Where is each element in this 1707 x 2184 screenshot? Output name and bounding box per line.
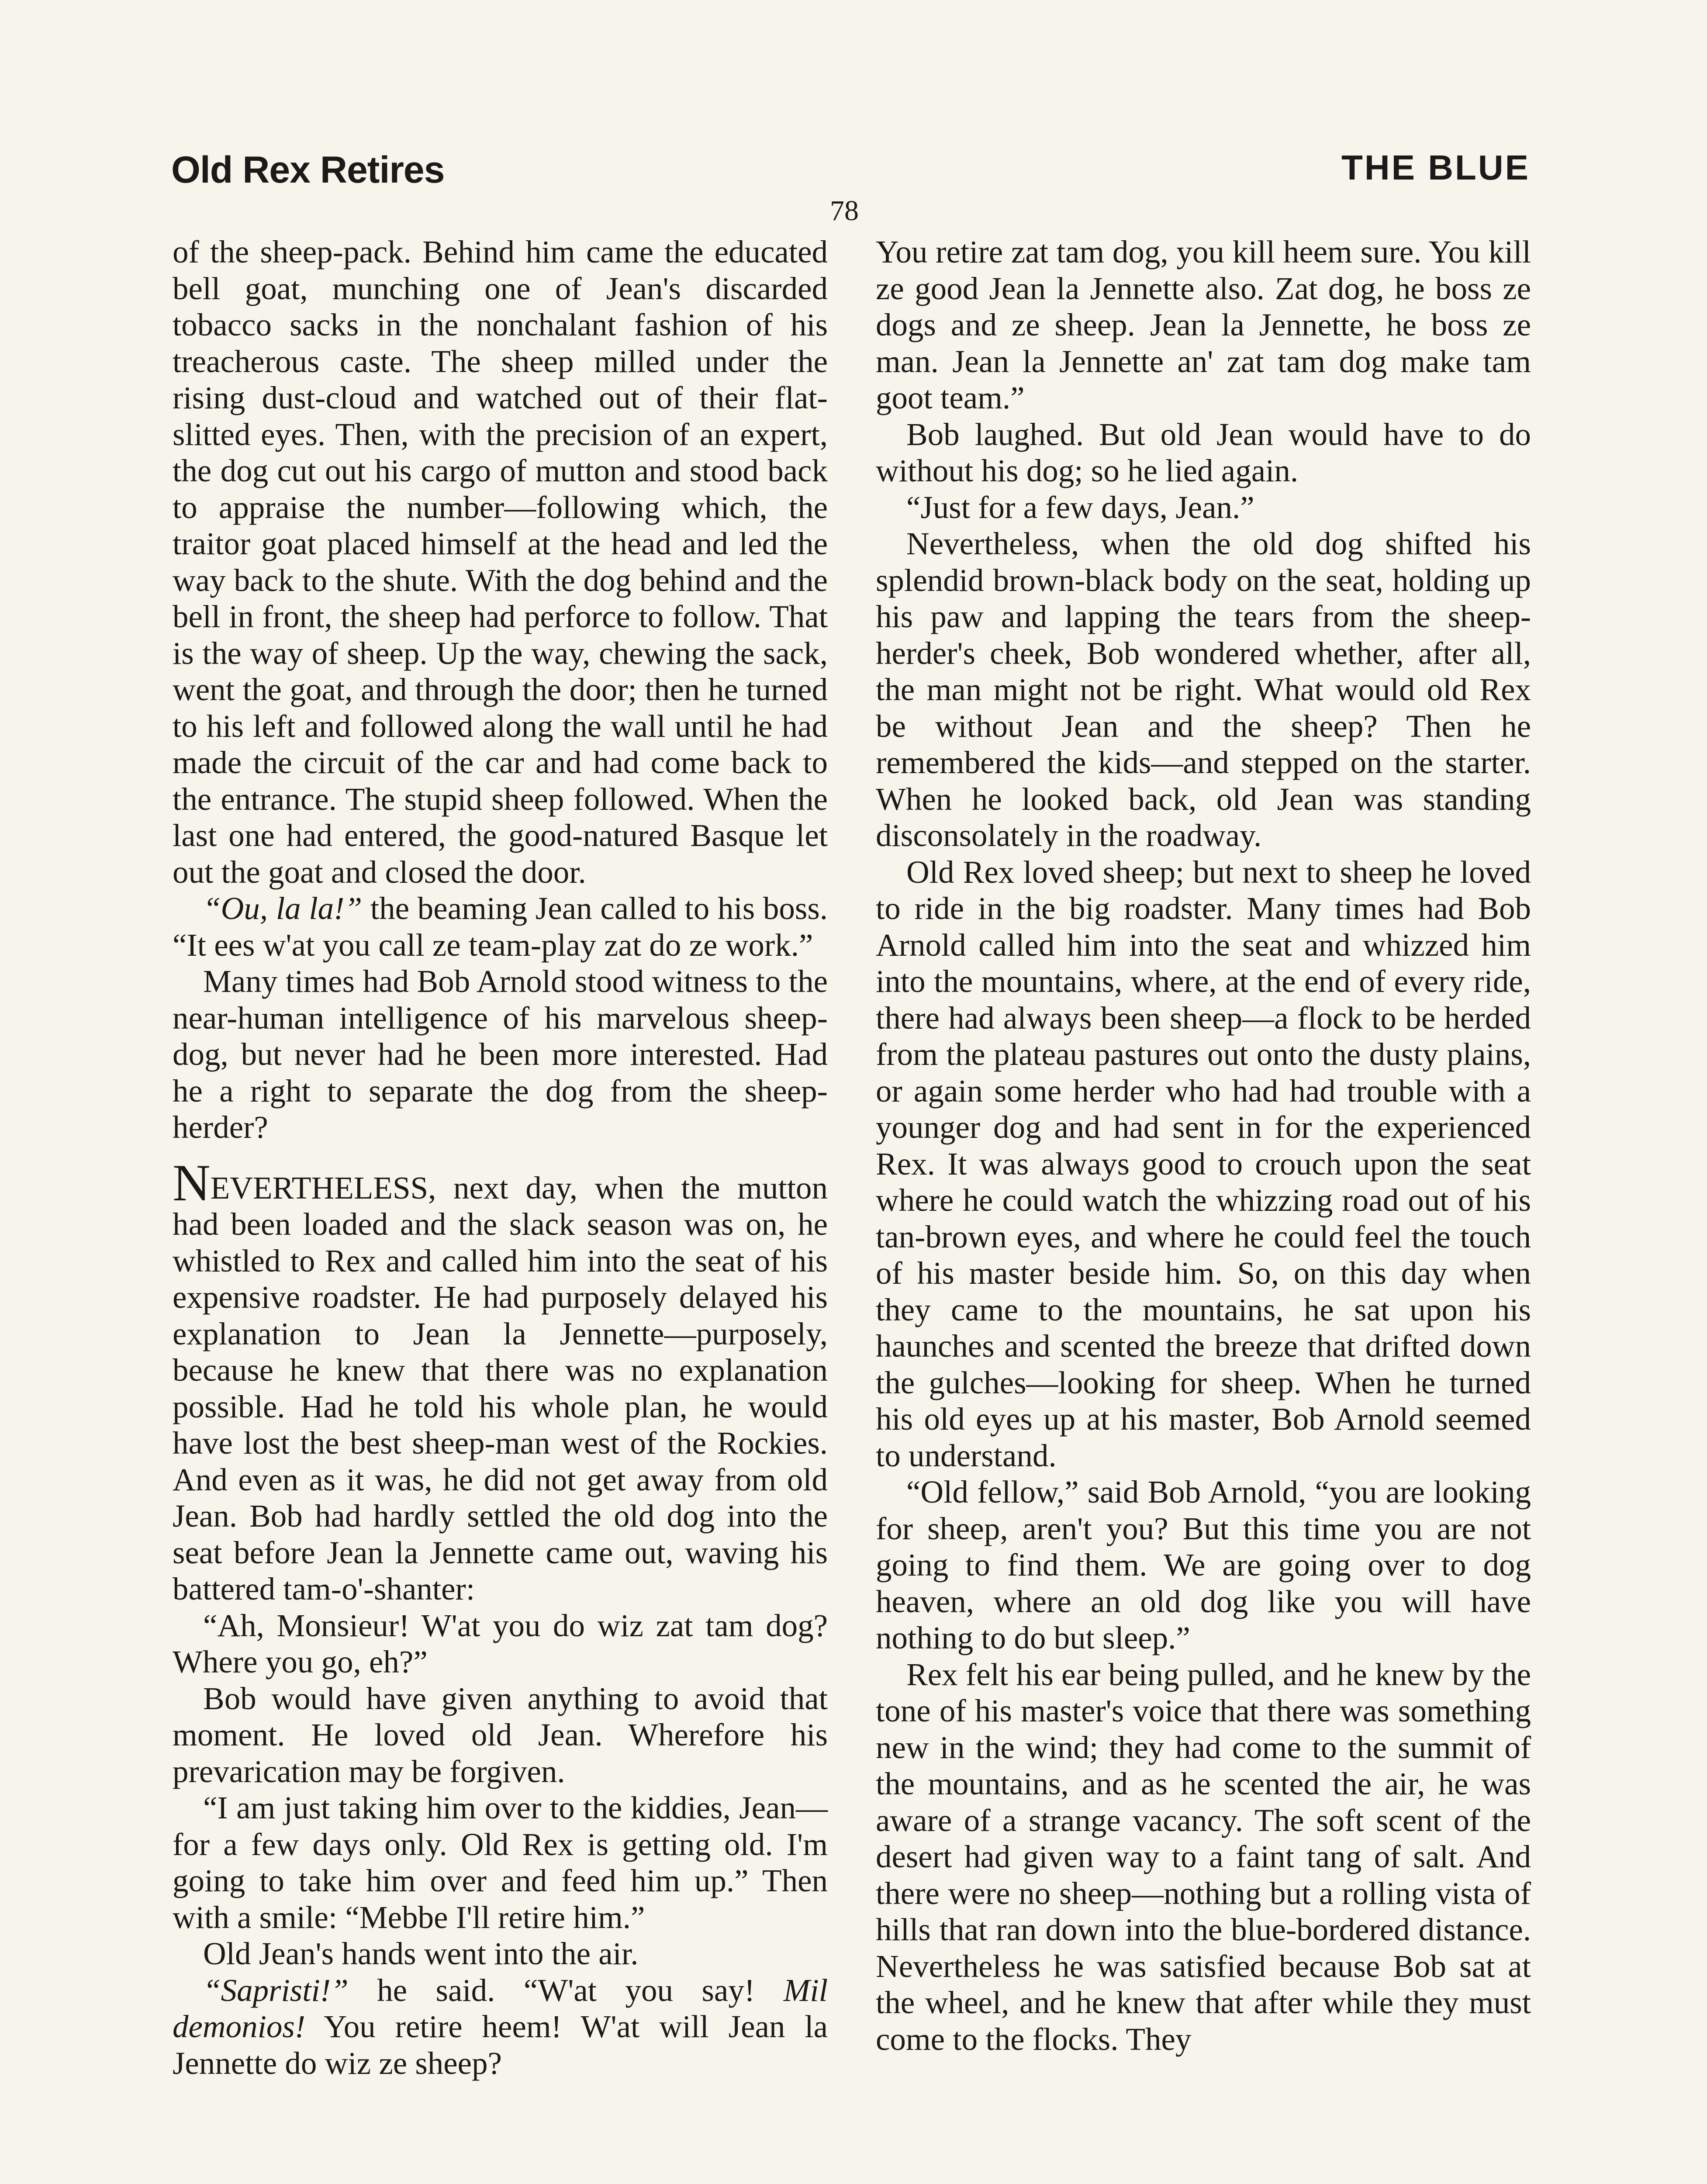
paragraph-text: the beaming Jean called to his boss. “It ees w'at you call ze team-play zat do ze work.” xyxy=(173,891,828,963)
story-title: Old Rex Retires xyxy=(171,149,445,191)
right-column xyxy=(876,234,1531,2057)
paragraph: “Just for a few days, Jean.” xyxy=(906,489,1254,525)
paragraph xyxy=(173,890,828,963)
drop-cap: N xyxy=(173,1153,211,1212)
paragraph: “Old fellow,” said Bob Arnold, “you are looking for sheep, aren't you? But this time you are not going to find them. We are going over to dog heaven, where an old dog like you will have nothing to do but sleep.” xyxy=(876,1474,1531,1655)
paragraph: Old Jean's hands went into the air. xyxy=(203,1936,639,1971)
magazine-title: THE BLUE xyxy=(1341,148,1530,187)
paragraph: of the sheep-pack. Behind him came the educated bell goat, munching one of Jean's discarded tobacco sacks in the nonchalant fashion of his treacherous caste. The sheep milled under the rising dust-cloud and watched out of their flat-slitted eyes. Then, with the precision of an expert, the dog cut out his cargo of mutton and stood back to appraise the number—following which, the traitor goat placed himself at the head and led the way back to the shute. With the dog behind and the bell in front, the sheep had perforce to follow. That is the way of sheep. Up the way, chewing the sack, went the goat, and through the door; then he turned to his left and followed along the wall until he had made the circuit of the car and had come back to the entrance. The stupid sheep followed. When the last one had entered, the good-natured Basque let out the goat and closed the door. xyxy=(173,234,828,890)
paragraph: “I am just taking him over to the kiddies, Jean—for a few days only. Old Rex is getting old. I'm going to take him over and feed him up.” Then with a smile: “Mebbe I'll retire him.” xyxy=(173,1790,828,1935)
italic-exclamation: “Ou, la la!” xyxy=(203,891,363,926)
paragraph: Rex felt his ear being pulled, and he knew by the tone of his master's voice that there was something new in the wind; they had come to the summit of the mountains, and as he scented the air, he was aware of a strange vacancy. The soft scent of the desert had given way to a faint tang of salt. And there were no sheep—nothing but a rolling vista of hills that ran down into the blue-bordered distance. Nevertheless he was satisfied because Bob sat at the wheel, and he knew that after while they must come to the flocks. They xyxy=(876,1656,1531,2057)
paragraph: Many times had Bob Arnold stood witness to the near-human intelligence of his marvelous sheep-dog, but never had he been more interested. Had he a right to separate the dog from the sheep-herder? xyxy=(173,964,828,1145)
paragraph: Bob would have given anything to avoid that moment. He loved old Jean. Wherefore his prevarication may be forgiven. xyxy=(173,1680,828,1789)
paragraph: Nevertheless, when the old dog shifted his splendid brown-black body on the seat, holding up his paw and lapping the tears from the sheep-herder's cheek, Bob wondered whether, after all, the man might not be right. What would old Rex be without Jean and the sheep? Then he remembered the kids—and stepped on the starter. When he looked back, old Jean was standing disconsolately in the roadway. xyxy=(876,526,1531,853)
paragraph-text: You retire heem! W'at will Jean la Jennette do wiz ze sheep? xyxy=(173,2009,828,2081)
paragraph: You retire zat tam dog, you kill heem sure. You kill ze good Jean la Jennette also. Zat dog, he boss ze dogs and ze sheep. Jean la Jennette, he boss ze man. Jean la Jennette an' zat tam dog make tam goot team.” xyxy=(876,234,1531,415)
left-column xyxy=(173,234,828,2081)
italic-exclamation: Mil demonios! xyxy=(173,1972,828,2044)
paragraph: Old Rex loved sheep; but next to sheep he loved to ride in the big roadster. Many times had Bob Arnold called him into the seat and whizzed him into the mountains, where, at the end of every ride, there had always been sheep—a flock to be herded from the plateau pastures out onto the dusty plains, or again some herder who had had trouble with a younger dog and had sent in for the experienced Rex. It was always good to crouch upon the seat where he could watch the whizzing road out of his tan-brown eyes, and where he could feel the touch of his master beside him. So, on this day when they came to the mountains, he sat upon his haunches and scented the breeze that drifted down the gulches—looking for sheep. When he turned his old eyes up at his master, Bob Arnold seemed to understand. xyxy=(876,854,1531,1473)
paragraph: “Ah, Monsieur! W'at you do wiz zat tam dog? Where you go, eh?” xyxy=(173,1607,828,1679)
paragraph-text: EVERTHELESS, next day, when the mutton had been loaded and the slack season was on, he whistled to Rex and called him into the seat of his expensive roadster. He had purposely delayed his explanation to Jean la Jennette—purposely, because he knew that there was no explanation possible. Had he told his whole plan, he would have lost the best sheep-man west of the Rockies. And even as it was, he did not get away from old Jean. Bob had hardly settled the old dog into the seat before Jean la Jennette came out, waving his battered tam-o'-shanter: xyxy=(173,1170,828,1607)
paragraph: Bob laughed. But old Jean would have to do without his dog; so he lied again. xyxy=(876,416,1531,488)
paragraph-text: he said. “W'at you say! xyxy=(348,1972,784,2008)
section-paragraph xyxy=(173,1153,828,1607)
italic-exclamation: “Sapristi!” xyxy=(203,1972,349,2008)
page-number: 78 xyxy=(830,195,859,227)
paragraph xyxy=(173,1972,828,2082)
